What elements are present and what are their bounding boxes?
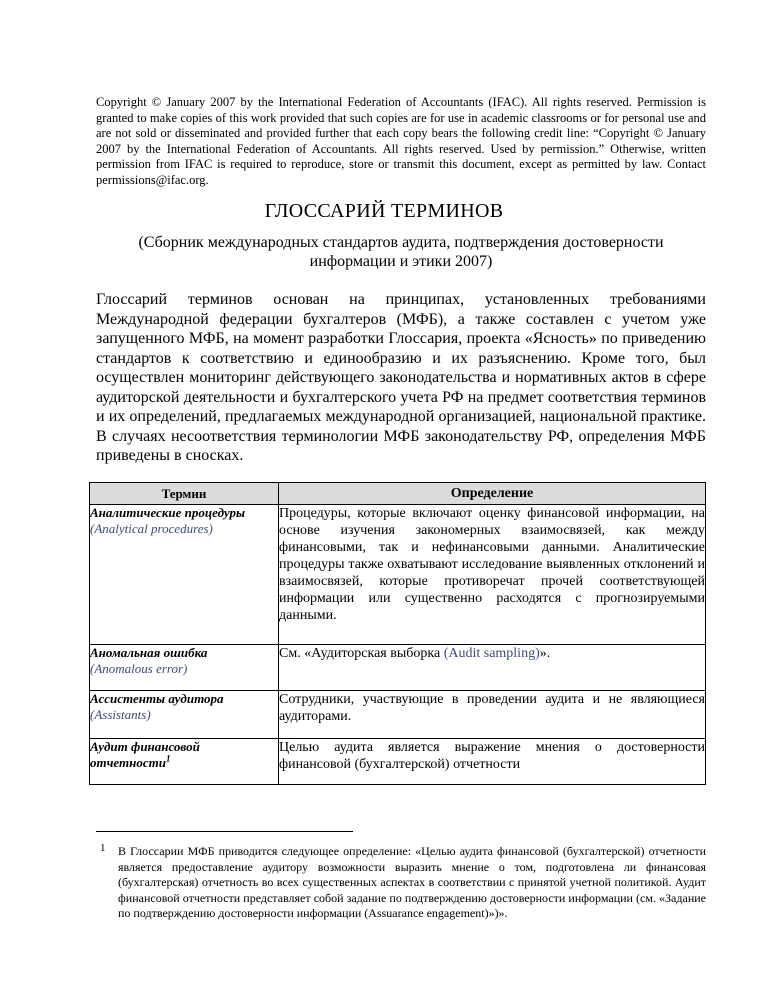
header-definition: Определение bbox=[279, 483, 706, 505]
definition-link: (Audit sampling) bbox=[443, 646, 540, 661]
term-cell bbox=[90, 739, 279, 785]
term-ru: Аудит финансовой отчетности bbox=[90, 739, 200, 770]
term-en: (Anomalous error) bbox=[90, 660, 188, 676]
term-en: (Assistants) bbox=[90, 706, 151, 722]
term-cell bbox=[90, 691, 279, 739]
intro-paragraph: Глоссарий терминов основан на принципах, установленных требованиями Международной федерации бухгалтеров (МФБ), а также составлен с учетом уже запущенного МФБ, на момент разработки Глоссария, проекта «Ясность» по приведению стандартов к соответствию и единообразию и их разъяснению. Кроме того, был осуществлен мониторинг действующего законодательства и нормативных актов в сфере аудиторской деятельности и бухгалтерского учета РФ на предмет соответствия терминов и их определений, предлагаемых международной организацией, национальной практике. В случаях несоответствия терминологии МФБ законодательству РФ, определения МФБ приведены в сносках. bbox=[96, 291, 706, 464]
footnote-mark: 1 bbox=[100, 842, 106, 854]
footnote-text: В Глоссарии МФБ приводится следующее определение: «Целью аудита финансовой (бухгалтерской) отчетности является предоставление аудитору возможности выразить мнение о том, подготовлена ли финансовая (бухгалтерская) отчетность во всех существенных аспектах в соответствии с принятой учетной политикой. Аудит финансовой отчетности представляет собой задание по подтверждению достоверности информации (см. «Задание по подтверждению достоверности информации (Assuarance engagement)»)». bbox=[118, 844, 706, 920]
document-title: ГЛОССАРИЙ ТЕРМИНОВ bbox=[264, 200, 504, 222]
table-row bbox=[90, 739, 706, 785]
term-ru: Аналитические процедуры bbox=[90, 505, 245, 520]
table-row bbox=[90, 691, 706, 739]
footnote-reference[interactable]: 1 bbox=[165, 753, 171, 764]
footnote bbox=[100, 842, 706, 922]
document-subtitle: (Сборник международных стандартов аудита, подтверждения достоверности информации и этики 2007) bbox=[138, 234, 664, 270]
term-cell bbox=[90, 645, 279, 691]
definition-cell: Процедуры, которые включают оценку финансовой информации, на основе изучения закономерных взаимосвязей, как между финансовыми, так и нефинансовыми данными. Аналитические процедуры также охватывают исследование выявленных отклонений и взаимосвязей, которые противоречат прочей соответствующей информации или существенно расходятся с прогнозируемыми данными. bbox=[279, 505, 706, 645]
definition-prefix: См. «Аудиторская выборка bbox=[279, 646, 444, 661]
glossary-table bbox=[89, 482, 706, 785]
copyright-notice: Copyright © January 2007 by the International Federation of Accountants (IFAC). All rights reserved. Permission is granted to make copies of this work provided that such copies are for use in academic classrooms or for personal use and are not sold or disseminated and provided further that each copy bears the following credit line: “Copyright © January 2007 by the International Federation of Accountants. All rights reserved. Used by permission.” Otherwise, written permission from IFAC is required to reproduce, store or transmit this document, except as permitted by law. Contact permissions@ifac.org. bbox=[96, 95, 706, 187]
table-row bbox=[90, 505, 706, 645]
definition-cell: Сотрудники, участвующие в проведении аудита и не являющиеся аудиторами. bbox=[279, 691, 706, 739]
header-term: Термин bbox=[90, 483, 279, 505]
term-ru: Аномальная ошибка bbox=[90, 645, 208, 660]
term-en: (Analytical procedures) bbox=[90, 520, 213, 536]
footnote-divider bbox=[96, 831, 353, 832]
definition-cell: Целью аудита является выражение мнения о достоверности финансовой (бухгалтерской) отчетности bbox=[279, 739, 706, 785]
term-ru: Ассистенты аудитора bbox=[90, 691, 224, 706]
definition-suffix: ». bbox=[539, 646, 551, 661]
term-cell bbox=[90, 505, 279, 645]
table-header-row bbox=[90, 483, 706, 505]
table-row bbox=[90, 645, 706, 691]
definition-cell bbox=[279, 645, 706, 691]
